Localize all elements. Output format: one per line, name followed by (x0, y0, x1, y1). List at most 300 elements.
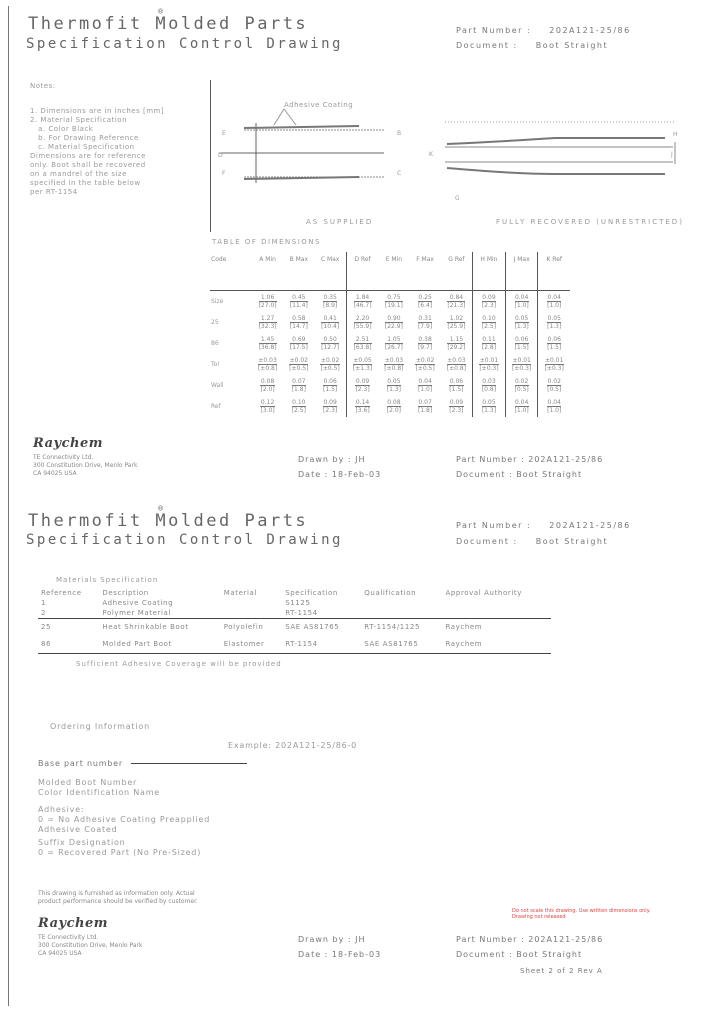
dimensions-cell (346, 333, 378, 354)
dimension-mm: [3.6] (355, 407, 370, 414)
materials-cell: SAE AS81765 (282, 619, 361, 637)
disclaimer: This drawing is furnished as information only. Actual product performance should be verified by customer. (38, 890, 198, 905)
dimension-inch: 0.04 (514, 294, 529, 301)
dimension-value (385, 315, 403, 330)
dimension-mm: [12.7] (321, 344, 340, 351)
dimension-mm: [1.8] (291, 386, 306, 393)
dimension-mm: [2.3] (323, 407, 338, 414)
dimension-mm: [63.8] (353, 344, 372, 351)
dimension-inch: 0.11 (482, 336, 496, 343)
materials-cell: Polyolefin (221, 619, 283, 637)
dimensions-cell (283, 291, 314, 313)
dimensions-table (210, 252, 570, 417)
dimension-value (418, 399, 432, 414)
dimension-inch: ±0.03 (447, 357, 466, 364)
dimension-inch: ±0.05 (353, 357, 372, 364)
dimension-inch: 1.15 (447, 336, 465, 344)
dim-header: K Ref (538, 252, 570, 291)
dimensions-cell (252, 312, 283, 333)
dimension-mm: [±0.5] (289, 365, 309, 372)
dimensions-cell (314, 333, 346, 354)
dimension-value (545, 357, 564, 372)
materials-cell: 25 (38, 619, 99, 637)
dimension-mm: [21.3] (447, 302, 466, 309)
dimension-value (353, 357, 372, 372)
dimension-inch: ±0.02 (320, 357, 340, 364)
dimension-value (354, 336, 372, 351)
dimensions-cell (441, 291, 473, 313)
dimension-value (547, 378, 561, 393)
dimension-value (321, 315, 339, 330)
dimension-value (449, 399, 463, 414)
dimension-value (482, 294, 496, 309)
label-adhesive-coating: Adhesive Coating (284, 101, 354, 109)
dimension-mm: [1.0] (514, 407, 529, 414)
dimensions-cell (409, 291, 440, 313)
dimension-mm: [±0.5] (320, 365, 340, 372)
base-part-label: Base part number (38, 759, 123, 768)
page1-footer-document: Document : Boot Straight (456, 470, 583, 479)
dimension-inch: 0.04 (547, 294, 561, 301)
dimension-inch: 0.84 (447, 294, 465, 302)
dim-header: H Min (473, 252, 506, 291)
page1-subtitle: Specification Control Drawing (26, 36, 343, 52)
dimension-value (515, 336, 529, 351)
dimensions-cell (473, 312, 506, 333)
dimensions-cell (538, 375, 570, 396)
dimensions-cell (346, 291, 378, 313)
dimension-inch: ±0.03 (384, 357, 404, 364)
svg-text:B: B (397, 130, 402, 137)
materials-cell: RT-1154 (285, 609, 318, 617)
dimension-value (482, 315, 496, 330)
dimension-inch: 0.06 (514, 336, 529, 343)
dimension-mm: [±0.8] (257, 365, 278, 372)
dimension-mm: [1.0] (547, 302, 562, 309)
suffix-block: Suffix Designation 0 = Recovered Part (No Pre-Sized) (38, 838, 202, 857)
materials-cell: Raychem (442, 619, 551, 637)
dimension-value (418, 315, 432, 330)
materials-table (38, 588, 551, 654)
dimension-value (515, 378, 529, 393)
adhesive-block: Adhesive: 0 = No Adhesive Coating Preapplied Adhesive Coated (38, 805, 211, 834)
dimension-mm: [±0.3] (544, 365, 564, 372)
dimension-value (354, 315, 372, 330)
mat-header: Material (223, 589, 257, 597)
dimension-mm: [29.2] (447, 344, 466, 351)
materials-cell: SAE AS81765 (361, 636, 442, 654)
materials-cell: RT-1154/1125 (361, 619, 442, 637)
dimensions-cell (409, 396, 440, 417)
dimensions-cell (473, 396, 506, 417)
dimensions-cell (283, 375, 314, 396)
dim-header: J Max (505, 252, 538, 291)
page1-date: Date : 18-Feb-03 (298, 470, 382, 479)
dimension-inch: 0.14 (355, 399, 370, 406)
materials-header-row (38, 588, 551, 598)
dimension-mm: [0.5] (547, 386, 562, 393)
dimensions-cell (283, 354, 314, 375)
materials-row (38, 636, 551, 654)
dimensions-row (210, 333, 570, 354)
dimension-mm: [2.0] (260, 386, 275, 393)
dimensions-cell (473, 333, 506, 354)
dimension-inch: 1.02 (447, 315, 465, 323)
page1-trademark: ® (158, 7, 166, 17)
materials-caption: Materials Specification (56, 576, 159, 584)
dimension-value (447, 336, 465, 351)
sheet-label: Sheet 2 of 2 Rev A (520, 967, 603, 975)
dimension-inch: 0.05 (547, 315, 561, 322)
materials-cell (361, 608, 442, 619)
dimension-value (547, 294, 561, 309)
dimension-inch: ±0.01 (545, 357, 564, 364)
dimension-mm: [25.9] (447, 323, 466, 330)
dimensions-row (210, 291, 570, 313)
dimension-mm: [7.9] (417, 323, 433, 330)
sheet-left-border (8, 6, 9, 1006)
dimension-inch: 0.58 (290, 315, 308, 323)
dimension-inch: 1.05 (385, 336, 403, 344)
dimensions-cell (409, 333, 440, 354)
dimensions-cell (441, 375, 473, 396)
dimension-value (320, 357, 339, 372)
svg-text:G: G (455, 195, 460, 202)
dimensions-cell (441, 396, 473, 417)
page1-title-text: Thermofit Molded Parts (28, 14, 309, 34)
page2-logo: Raychem (38, 916, 108, 931)
dimension-inch: 0.09 (482, 294, 496, 301)
dimension-value (259, 294, 277, 309)
materials-cell (221, 608, 283, 619)
notes-heading: Notes: (30, 82, 56, 90)
dimension-mm: [1.3] (386, 386, 401, 393)
dimension-value (547, 336, 561, 351)
dimensions-cell (314, 375, 346, 396)
materials-cell (221, 598, 283, 608)
dimension-mm: [36.8] (258, 344, 277, 351)
dimensions-cell (441, 333, 473, 354)
dimensions-cell (441, 354, 473, 375)
dimension-inch: 0.02 (547, 378, 561, 385)
dimensions-cell (505, 375, 538, 396)
dimension-value (515, 294, 529, 309)
mat-header: Specification (285, 589, 338, 597)
mat-header: Qualification (364, 589, 417, 597)
dimension-mm: [17.5] (289, 344, 308, 351)
dimensions-cell (283, 333, 314, 354)
page2-footer-document: Document : Boot Straight (456, 950, 583, 959)
dimensions-cell (473, 354, 506, 375)
dim-header: D Ref (346, 252, 378, 291)
mat-header: Description (102, 589, 149, 597)
dimension-inch: 0.45 (290, 294, 308, 302)
dimension-mm: [27.0] (258, 302, 277, 309)
dimension-value (449, 378, 463, 393)
dimension-mm: [1.0] (417, 386, 433, 393)
dimensions-row (210, 354, 570, 375)
dimensions-cell (441, 312, 473, 333)
dimensions-cell (283, 396, 314, 417)
dim-header: C Max (314, 252, 346, 291)
dimension-mm: [32.3] (258, 323, 277, 330)
dimensions-cell (473, 375, 506, 396)
dimension-value (323, 399, 337, 414)
dimension-inch: 0.10 (482, 315, 496, 322)
dimension-value (447, 315, 465, 330)
dimensions-cell (473, 291, 506, 313)
dimensions-cell (505, 333, 538, 354)
dimension-value (290, 315, 308, 330)
dimensions-cell (314, 312, 346, 333)
dimensions-cell (538, 396, 570, 417)
molded-block: Molded Boot Number Color Identification Name (38, 778, 161, 797)
dimension-mm: [1.0] (547, 407, 562, 414)
dimension-inch: 1.06 (259, 294, 277, 302)
page2-subtitle: Specification Control Drawing (26, 532, 343, 548)
dimensions-row-label: 86 (211, 340, 219, 347)
dimension-value (418, 336, 432, 351)
materials-cell: Polymer Material (102, 609, 171, 617)
dimensions-cell (314, 354, 346, 375)
dimensions-cell (252, 354, 283, 375)
dimension-mm: [±0.3] (512, 365, 532, 372)
page2-address: TE Connectivity Ltd. 300 Constitution Drive, Menlo Park CA 94025 USA (38, 934, 143, 957)
dimension-value (387, 399, 401, 414)
dimension-value (482, 378, 496, 393)
dimensions-cell (538, 291, 570, 313)
dimension-value (384, 357, 403, 372)
dimension-value (418, 378, 432, 393)
dim-header: E Min (378, 252, 409, 291)
dimensions-row (210, 396, 570, 417)
dimensions-body (210, 291, 570, 418)
dimensions-cell (314, 291, 346, 313)
dimensions-cell (538, 333, 570, 354)
dimension-inch: ±0.02 (415, 357, 435, 364)
materials-cell: Adhesive Coating (102, 599, 174, 607)
dimension-value (479, 357, 498, 372)
dimension-mm: [1.3] (547, 323, 562, 330)
materials-body (38, 598, 551, 654)
drawing-as-supplied (214, 95, 414, 195)
materials-cell (442, 608, 551, 619)
page2-document: Document : Boot Straight (456, 537, 609, 546)
mat-header: Reference (41, 589, 82, 597)
page2-date: Date : 18-Feb-03 (298, 950, 382, 959)
dimensions-cell (505, 291, 538, 313)
dimension-value (323, 294, 337, 309)
dimension-mm: [1.5] (449, 386, 464, 393)
dimension-inch: 0.07 (418, 399, 432, 406)
dimension-value (289, 357, 308, 372)
dimension-inch: 0.38 (418, 336, 432, 343)
dimensions-cell (252, 291, 283, 313)
dimension-mm: [14.7] (289, 323, 308, 330)
dimension-value (387, 378, 401, 393)
dimensions-cell (378, 312, 409, 333)
dimension-inch: 0.03 (482, 378, 496, 385)
svg-text:D: D (218, 152, 223, 159)
dimension-mm: [1.5] (323, 386, 338, 393)
dimension-value (292, 399, 306, 414)
dimensions-row-label: Size (211, 298, 224, 305)
dimension-mm: [1.5] (514, 344, 529, 351)
dimensions-cell (378, 333, 409, 354)
materials-row (38, 598, 551, 608)
page1-address: TE Connectivity Ltd. 300 Constitution Drive, Menlo Park CA 94025 USA (33, 454, 138, 477)
materials-cell: Heat Shrinkable Boot (99, 619, 220, 637)
dimension-inch: ±0.02 (289, 357, 308, 364)
dimension-value (482, 336, 496, 351)
table-title: TABLE OF DIMENSIONS (212, 238, 321, 246)
dimension-value (321, 336, 339, 351)
dimensions-row-label: Wall (211, 382, 224, 389)
dimension-inch: ±0.01 (512, 357, 531, 364)
dimension-value (259, 315, 277, 330)
materials-cell: 1 (41, 599, 47, 607)
dimensions-cell (409, 375, 440, 396)
dimension-mm: [0.8] (481, 386, 497, 393)
dimension-mm: [1.3] (514, 323, 529, 330)
dimension-value (355, 399, 369, 414)
dimensions-cell (346, 396, 378, 417)
dimension-mm: [22.9] (384, 323, 403, 330)
dimension-value (447, 357, 466, 372)
dimension-mm: [2.8] (481, 344, 497, 351)
dimension-mm: [0.5] (514, 386, 529, 393)
dimension-value (258, 357, 277, 372)
dimension-mm: [±0.8] (384, 365, 404, 372)
dimension-value (447, 294, 465, 309)
dimension-inch: 0.09 (449, 399, 464, 406)
dimensions-cell (378, 375, 409, 396)
dimension-inch: 0.06 (323, 378, 337, 385)
dimension-mm: [46.7] (353, 302, 372, 309)
dimension-mm: [3.0] (260, 407, 275, 414)
dimension-mm: [±0.3] (479, 365, 499, 372)
materials-cell (361, 598, 442, 608)
page2-footer-part-number: Part Number : 202A121-25/86 (456, 935, 604, 944)
dimension-value (290, 294, 308, 309)
dimension-inch: 0.05 (387, 378, 401, 385)
page1-title (28, 7, 316, 34)
dimensions-cell (346, 354, 378, 375)
svg-text:K: K (429, 151, 433, 158)
dimension-mm: [6.4] (417, 302, 433, 309)
dimension-mm: [26.7] (384, 344, 403, 351)
dimension-inch: 0.75 (385, 294, 403, 302)
dimension-inch: 0.08 (387, 399, 401, 406)
dimension-inch: 0.06 (547, 336, 561, 343)
dimension-mm: [2.3] (481, 302, 497, 309)
dimension-mm: [11.4] (289, 302, 308, 309)
dimension-value (482, 399, 496, 414)
svg-text:C: C (397, 170, 402, 177)
materials-row (38, 608, 551, 619)
dimension-inch: 0.35 (323, 294, 337, 301)
dimension-mm: [±0.5] (415, 365, 435, 372)
dim-header: B Max (283, 252, 314, 291)
materials-cell: RT-1154 (282, 636, 361, 654)
materials-cell: 2 (41, 609, 47, 617)
dimension-mm: [10.4] (321, 323, 340, 330)
dimension-inch: 0.04 (418, 378, 432, 385)
dimension-inch: 0.50 (321, 336, 339, 344)
dimensions-cell (538, 354, 570, 375)
dimension-inch: 0.05 (482, 399, 496, 406)
dim-header-code: Code (210, 252, 252, 291)
dimension-inch: 0.06 (449, 378, 464, 385)
dimension-inch: 0.09 (355, 378, 370, 385)
materials-cell: Raychem (442, 636, 551, 654)
dimension-inch: 0.04 (547, 399, 561, 406)
dimension-inch: 2.51 (354, 336, 372, 344)
dimension-inch: ±0.01 (479, 357, 499, 364)
dimension-inch: 0.05 (514, 315, 529, 322)
dimension-inch: 1.27 (259, 315, 277, 323)
dimension-inch: 0.08 (260, 378, 275, 385)
page1-document: Document : Boot Straight (456, 41, 609, 50)
page1-footer-part-number: Part Number : 202A121-25/86 (456, 455, 604, 464)
dimension-mm: [8.9] (323, 302, 338, 309)
dimensions-cell (378, 291, 409, 313)
dimensions-cell (346, 312, 378, 333)
dimension-inch: 0.31 (418, 315, 432, 322)
dimension-value (415, 357, 434, 372)
dimensions-cell (378, 396, 409, 417)
page2-part-number: Part Number : 202A121-25/86 (456, 521, 631, 530)
dimension-inch: 0.90 (385, 315, 403, 323)
dimension-inch: 0.02 (514, 378, 529, 385)
svg-text:H: H (673, 131, 678, 138)
dimensions-cell (409, 312, 440, 333)
dimensions-cell (505, 396, 538, 417)
dimension-mm: [1.3] (481, 407, 497, 414)
ordering-heading: Ordering Information (50, 722, 150, 731)
dimension-mm: [1.8] (417, 407, 433, 414)
dimension-value (260, 399, 274, 414)
svg-text:F: F (222, 170, 226, 177)
dimension-value (385, 336, 403, 351)
svg-text:E: E (222, 130, 226, 137)
dimensions-cell (252, 333, 283, 354)
dimension-mm: [9.7] (417, 344, 433, 351)
page1-logo: Raychem (33, 436, 103, 451)
page2-title (28, 504, 316, 531)
dimension-inch: 0.10 (292, 399, 306, 406)
materials-cell: Elastomer (221, 636, 283, 654)
dimension-inch: 0.69 (290, 336, 308, 344)
dimensions-row (210, 375, 570, 396)
drawing-separator (210, 80, 211, 232)
dimension-mm: [2.5] (481, 323, 497, 330)
dimensions-row-label: 25 (211, 319, 219, 326)
dimensions-cell (314, 396, 346, 417)
red-note: Do not scale this drawing. Use written dimensions only. Drawing not released (512, 908, 651, 920)
notes-block: 1. Dimensions are in inches [mm] 2. Material Specification a. Color Black b. For Drawing Reference c. Material Specification Dimensions are for reference only. Boot shall be recovered on a mandrel of the size specified in the table below per RT-1154 (30, 107, 165, 196)
page2-trademark: ® (158, 504, 166, 514)
dimension-inch: 0.07 (292, 378, 306, 385)
dimensions-cell (505, 354, 538, 375)
dimension-value (292, 378, 306, 393)
dimensions-cell (505, 312, 538, 333)
dimension-value (418, 294, 432, 309)
dimension-mm: [±0.8] (446, 365, 467, 372)
dimension-inch: 0.04 (514, 399, 529, 406)
dimensions-cell (283, 312, 314, 333)
dimension-inch: 2.20 (354, 315, 372, 323)
